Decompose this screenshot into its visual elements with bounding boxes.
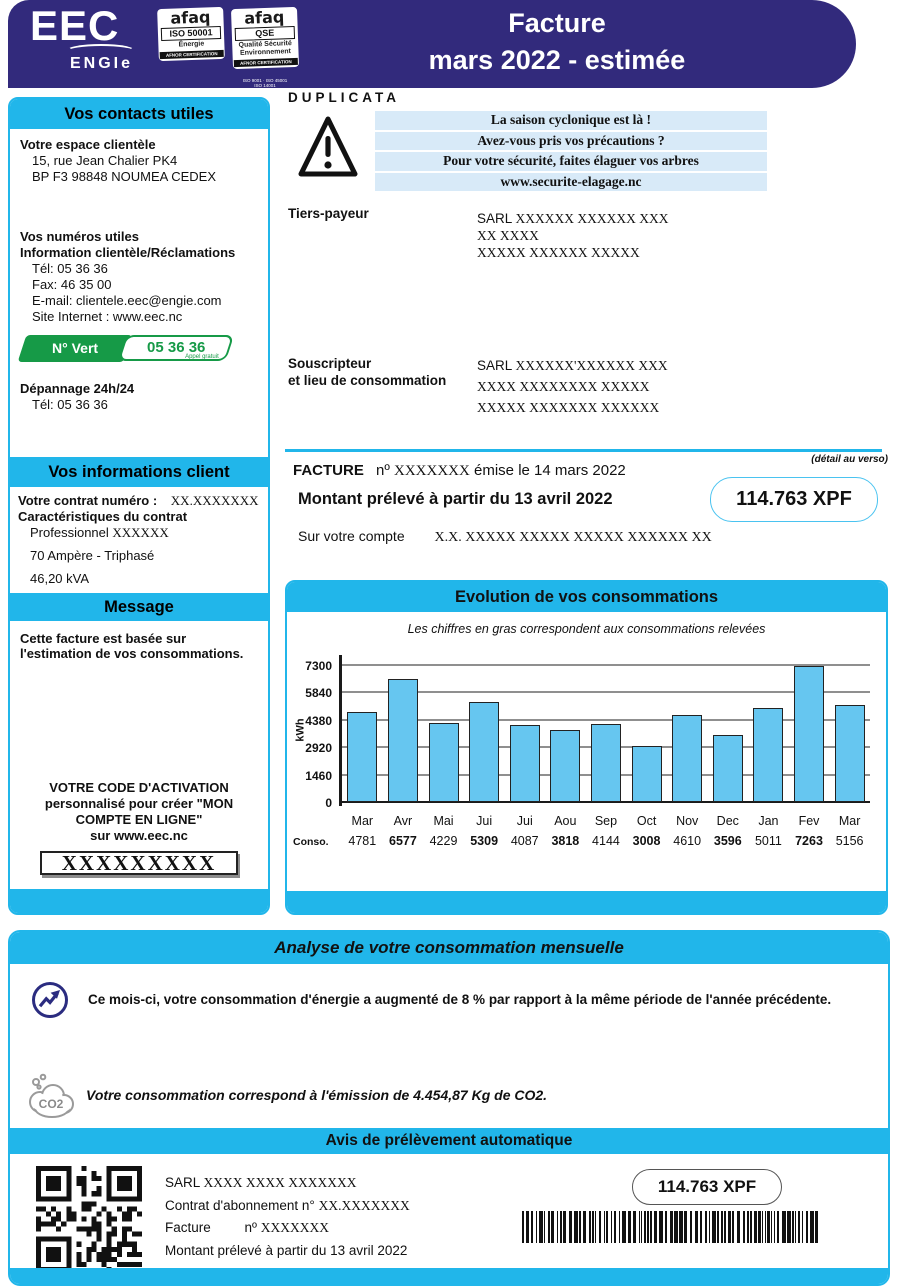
co2-cloud-icon	[22, 1070, 80, 1122]
conso-label: Conso.	[293, 836, 329, 848]
chart-body	[287, 612, 886, 891]
bar-Avr	[388, 679, 418, 802]
bar-Jan	[753, 708, 783, 802]
detail-verso-note: (détail au verso)	[811, 454, 888, 465]
warning-triangle-icon	[297, 114, 359, 180]
sidebar	[8, 97, 270, 915]
trend-up-icon	[32, 982, 68, 1018]
analysis-panel	[8, 930, 890, 1286]
consumption-chart-panel	[285, 580, 888, 915]
bar-Fev	[794, 666, 824, 802]
sidebar-footer-strip	[10, 889, 268, 913]
depannage-phone: Tél: 05 36 36	[32, 397, 108, 412]
afaq-logo: afaq	[243, 7, 285, 28]
email-address: E-mail: clientele.eec@engie.com	[32, 293, 222, 308]
message-section	[10, 621, 268, 889]
contacts-section-title: Vos contacts utiles	[10, 99, 268, 129]
bar-Mar	[835, 705, 865, 802]
afaq-logo: afaq	[170, 7, 211, 28]
barcode	[522, 1211, 820, 1243]
bar-chart: 0 1460 2920 4380 5840 7300	[342, 665, 870, 802]
page-title: Facture mars 2022 - estimée	[428, 8, 686, 75]
chart-subtitle: Les chiffres en gras correspondent aux consommations relevées	[407, 622, 766, 636]
phone-number: Tél: 05 36 36	[32, 261, 108, 276]
contacts-section: Votre espace clientèle 15, rue Jean Chalier PK4 BP F3 98848 NOUMEA CEDEX Vos numéros utiles Information clientèle/Réclamations Tél: 05 36 36 Fax: 46 35 00 E-mail: clientele.eec@engie.com Site Internet : www.eec.nc N° Vert 05 36 36 Appel gratuit Dépannage 24h/24 Tél: 05 36 36	[10, 129, 268, 457]
analysis-title: Analyse de votre consommation mensuelle	[10, 932, 888, 964]
cyclone-warning-box: La saison cyclonique est là ! Avez-vous pris vos précautions ? Pour votre sécurité, faites élaguer vos arbres www.securite-elagage.nc	[375, 111, 767, 193]
bar-Nov	[672, 715, 702, 802]
montant-line2: Montant prélevé à partir du 13 avril 2022	[165, 1242, 408, 1258]
engie-wordmark: ENGIe	[70, 55, 134, 72]
bar-Sep	[591, 724, 621, 802]
souscripteur-address: SARL XXXXXX'XXXXXX XXX XXXX XXXXXXXX XXXXX XXXXX XXXXXXX XXXXXX	[477, 358, 668, 415]
eec-wordmark: EEC	[30, 2, 120, 49]
account-line: Sur votre compte X.X. XXXXX XXXXX XXXXX XXXXXX XX	[298, 528, 712, 545]
account-number: X.X. XXXXX XXXXX XXXXX XXXXXX XX	[434, 530, 712, 545]
analysis-footer-strip	[10, 1268, 888, 1284]
bar-Dec	[713, 735, 743, 802]
bar-Jui	[469, 702, 499, 802]
afaq-iso50001-badge: afaq ISO 50001 Énergie AFNOR CERTIFICATION	[157, 7, 225, 61]
activation-code: XXXXXXXXX	[40, 851, 239, 875]
chart-title: Evolution de vos consommations	[287, 582, 886, 612]
consumption-values: 4781 6577 4229 5309 4087 3818 4144 3008 4610 3596 5011 7263 5156	[348, 834, 864, 848]
montant-line: Montant prélevé à partir du 13 avril 2022	[298, 490, 613, 508]
amount-pill-bottom: 114.763 XPF	[632, 1169, 782, 1205]
qr-code	[36, 1166, 142, 1272]
client-section-title: Vos informations client	[10, 457, 268, 487]
message-section-title: Message	[10, 593, 268, 621]
contract-line: Contrat d'abonnement n° XX.XXXXXXX	[165, 1197, 410, 1213]
numero-vert-number: 05 36 36 Appel gratuit	[118, 335, 234, 361]
chart-footer-strip	[287, 891, 886, 913]
month-labels: Mar Avr Mai Jui Jui Aou Sep Oct Nov Dec Jan Fev Mar	[351, 814, 861, 828]
facture-line: Facture nº XXXXXXX	[165, 1220, 329, 1235]
duplicata-stamp: DUPLICATA	[288, 90, 400, 105]
souscripteur-label: Souscripteur et lieu de consommation	[288, 356, 447, 388]
prelevement-title: Avis de prélèvement automatique	[10, 1128, 888, 1154]
activation-block: VOTRE CODE D'ACTIVATION personnalisé pour créer "MON COMPTE EN LIGNE" sur www.eec.nc XXXXXXXXX	[16, 780, 262, 875]
afaq-iso-subtext: ISO 9001 · ISO 45001 ISO 14001	[242, 78, 288, 88]
eec-engie-logo	[30, 4, 136, 73]
amount-due-pill: 114.763 XPF	[710, 477, 878, 522]
fax-number: Fax: 46 35 00	[32, 277, 112, 292]
bar-Oct	[632, 746, 662, 802]
afaq-qse-badge: afaq QSE Qualité Sécurité Environnement AFNOR CERTIFICATION	[231, 7, 299, 69]
message-text: Cette facture est basée sur l'estimation de vos consommations.	[20, 631, 244, 661]
facture-number-line: FACTURE nº XXXXXXX émise le 14 mars 2022	[293, 462, 626, 479]
section-divider	[285, 449, 882, 452]
prelevement-details	[165, 1172, 410, 1262]
bar-Aou	[550, 730, 580, 802]
bar-Mai	[429, 723, 459, 802]
bar-Mar	[347, 712, 377, 802]
bars	[342, 665, 870, 802]
numero-vert-badge	[22, 335, 258, 369]
svg-text:CO2: CO2	[38, 1097, 64, 1111]
invoice-main	[285, 90, 890, 580]
co2-analysis-text: Votre consommation correspond à l'émission de 4.454,87 Kg de CO2.	[86, 1087, 548, 1103]
header	[8, 0, 856, 88]
website: Site Internet : www.eec.nc	[32, 309, 183, 324]
numero-vert-label: N° Vert	[18, 335, 133, 362]
y-axis-label: kWh	[294, 718, 307, 742]
bar-Jui	[510, 725, 540, 802]
contract-number: XX.XXXXXXX	[170, 493, 259, 508]
tiers-payeur-address: SARL XXXXXX XXXXXX XXX XX XXXX XXXXX XXXXXX XXXXX	[477, 211, 669, 260]
trend-analysis-text: Ce mois-ci, votre consommation d'énergie a augmenté de 8 % par rapport à la même période de l'année précédente.	[88, 992, 832, 1007]
payer-name: SARL XXXX XXXX XXXXXXX	[165, 1175, 357, 1190]
client-section: Votre contrat numéro : XX.XXXXXXX Caractéristiques du contrat Professionnel XXXXXX 70 Ampère - Triphasé 46,20 kVA	[18, 493, 259, 586]
tiers-payeur-label: Tiers-payeur	[288, 206, 369, 221]
